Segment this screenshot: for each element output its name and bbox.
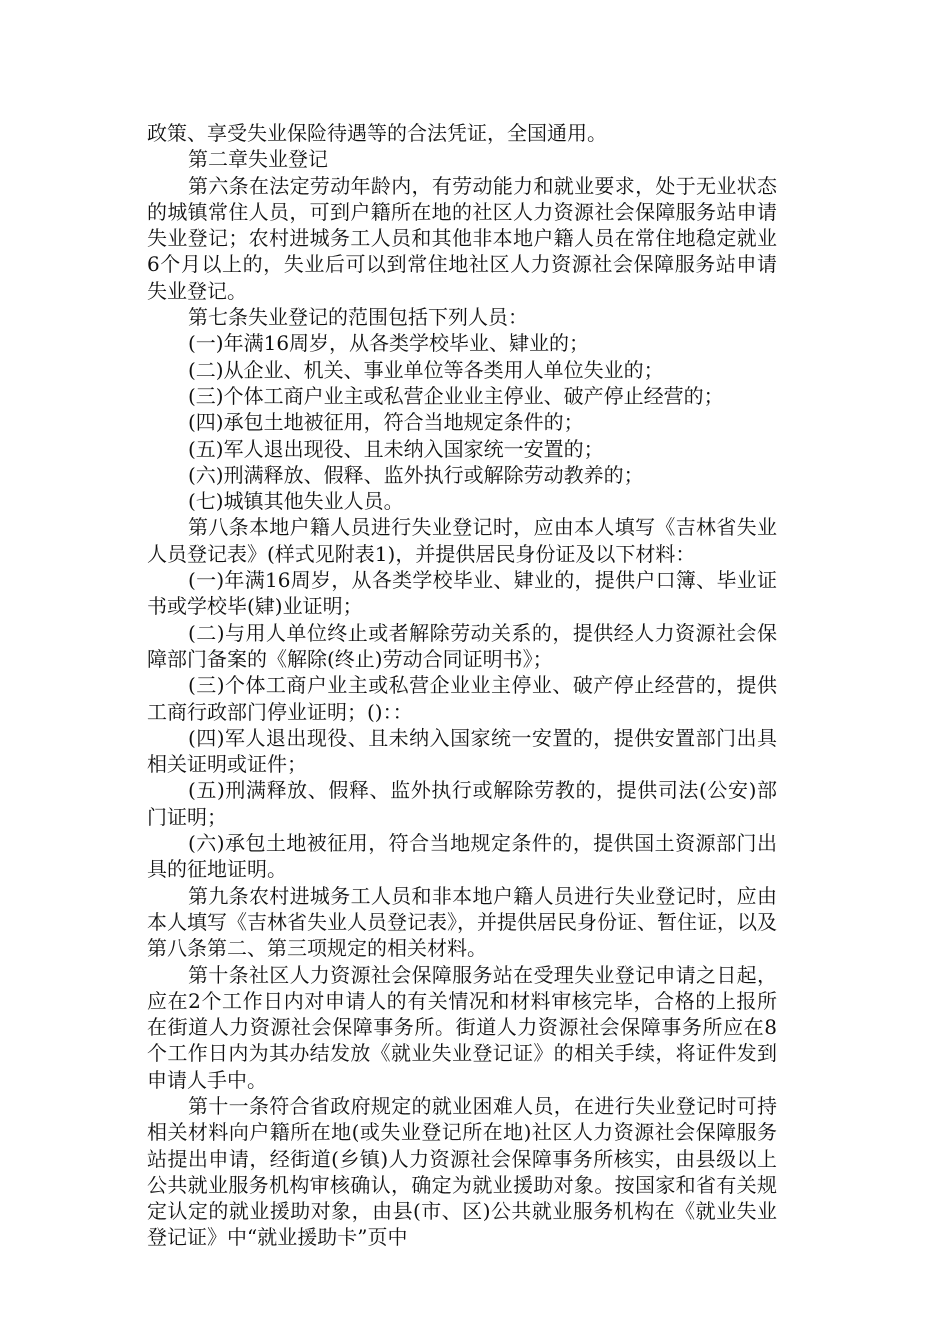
list-item: (五)军人退出现役、且未纳入国家统一安置的；: [188, 436, 604, 461]
list-item: (四)军人退出现役、且未纳入国家统一安置的，提供安置部门出具相关证明或证件；: [147, 725, 777, 777]
list-item: (五)刑满释放、假释、监外执行或解除劳教的，提供司法(公安)部门证明；: [147, 778, 777, 829]
list-item: (一)年满16周岁，从各类学校毕业、肄业的，提供户口簿、毕业证书或学校毕(肄)业证明；: [147, 568, 777, 619]
paragraph: 第七条失业登记的范围包括下列人员：: [188, 305, 528, 330]
paragraph: 第六条在法定劳动年龄内，有劳动能力和就业要求，处于无业状态的城镇常住人员，可到户籍所在地的社区人力资源社会保障服务站申请失业登记；农村进城务工人员和其他非本地户籍人员在常住地稳定就业6个月以上的，失业后可以到常住地社区人力资源社会保障服务站申请失业登记。: [147, 173, 777, 303]
list-item: (四)承包土地被征用，符合当地规定条件的；: [188, 410, 584, 435]
list-item: (三)个体工商户业主或私营企业业主停业、破产停止经营的；: [188, 383, 724, 408]
paragraph: 第八条本地户籍人员进行失业登记时，应由本人填写《吉林省失业人员登记表》(样式见附表1)，并提供居民身份证及以下材料：: [147, 515, 777, 566]
paragraph: 政策、享受失业保险待遇等的合法凭证，全国通用。: [147, 121, 607, 145]
list-item: (一)年满16周岁，从各类学校毕业、肄业的；: [188, 331, 590, 356]
paragraph: 第九条农村进城务工人员和非本地户籍人员进行失业登记时，应由本人填写《吉林省失业人员登记表》，并提供居民身份证、暂住证，以及第八条第二、第三项规定的相关材料。: [147, 883, 777, 961]
list-item: (六)承包土地被征用，符合当地规定条件的，提供国土资源部门出具的征地证明。: [147, 831, 777, 882]
paragraph: 第十条社区人力资源社会保障服务站在受理失业登记申请之日起，应在2个工作日内对申请人的有关情况和材料审核完毕，合格的上报所在街道人力资源社会保障事务所。街道人力资源社会保障事务所应在8个工作日内为其办结发放《就业失业登记证》的相关手续，将证件发到申请人手中。: [147, 962, 777, 1092]
list-item: (六)刑满释放、假释、监外执行或解除劳动教养的；: [188, 462, 644, 487]
list-item: (二)从企业、机关、事业单位等各类用人单位失业的；: [188, 357, 664, 382]
list-item: (二)与用人单位终止或者解除劳动关系的，提供经人力资源社会保障部门备案的《解除(终止)劳动合同证明书》；: [147, 620, 777, 671]
list-item: (三)个体工商户业主或私营企业业主停业、破产停止经营的，提供工商行政部门停业证明；()：：: [147, 673, 777, 724]
document-body: [147, 120, 777, 1251]
list-item: (七)城镇其他失业人员。: [188, 489, 404, 514]
chapter-heading: 第二章失业登记: [188, 147, 328, 172]
paragraph: 第十一条符合省政府规定的就业困难人员，在进行失业登记时可持相关材料向户籍所在地(或失业登记所在地)社区人力资源社会保障服务站提出申请，经街道(乡镇)人力资源社会保障事务所核实，由县级以上公共就业服务机构审核确认，确定为就业援助对象。按国家和省有关规定认定的就业援助对象，由县(市、区)公共就业服务机构在《就业失业登记证》中“就业援助卡”页中: [147, 1093, 777, 1250]
